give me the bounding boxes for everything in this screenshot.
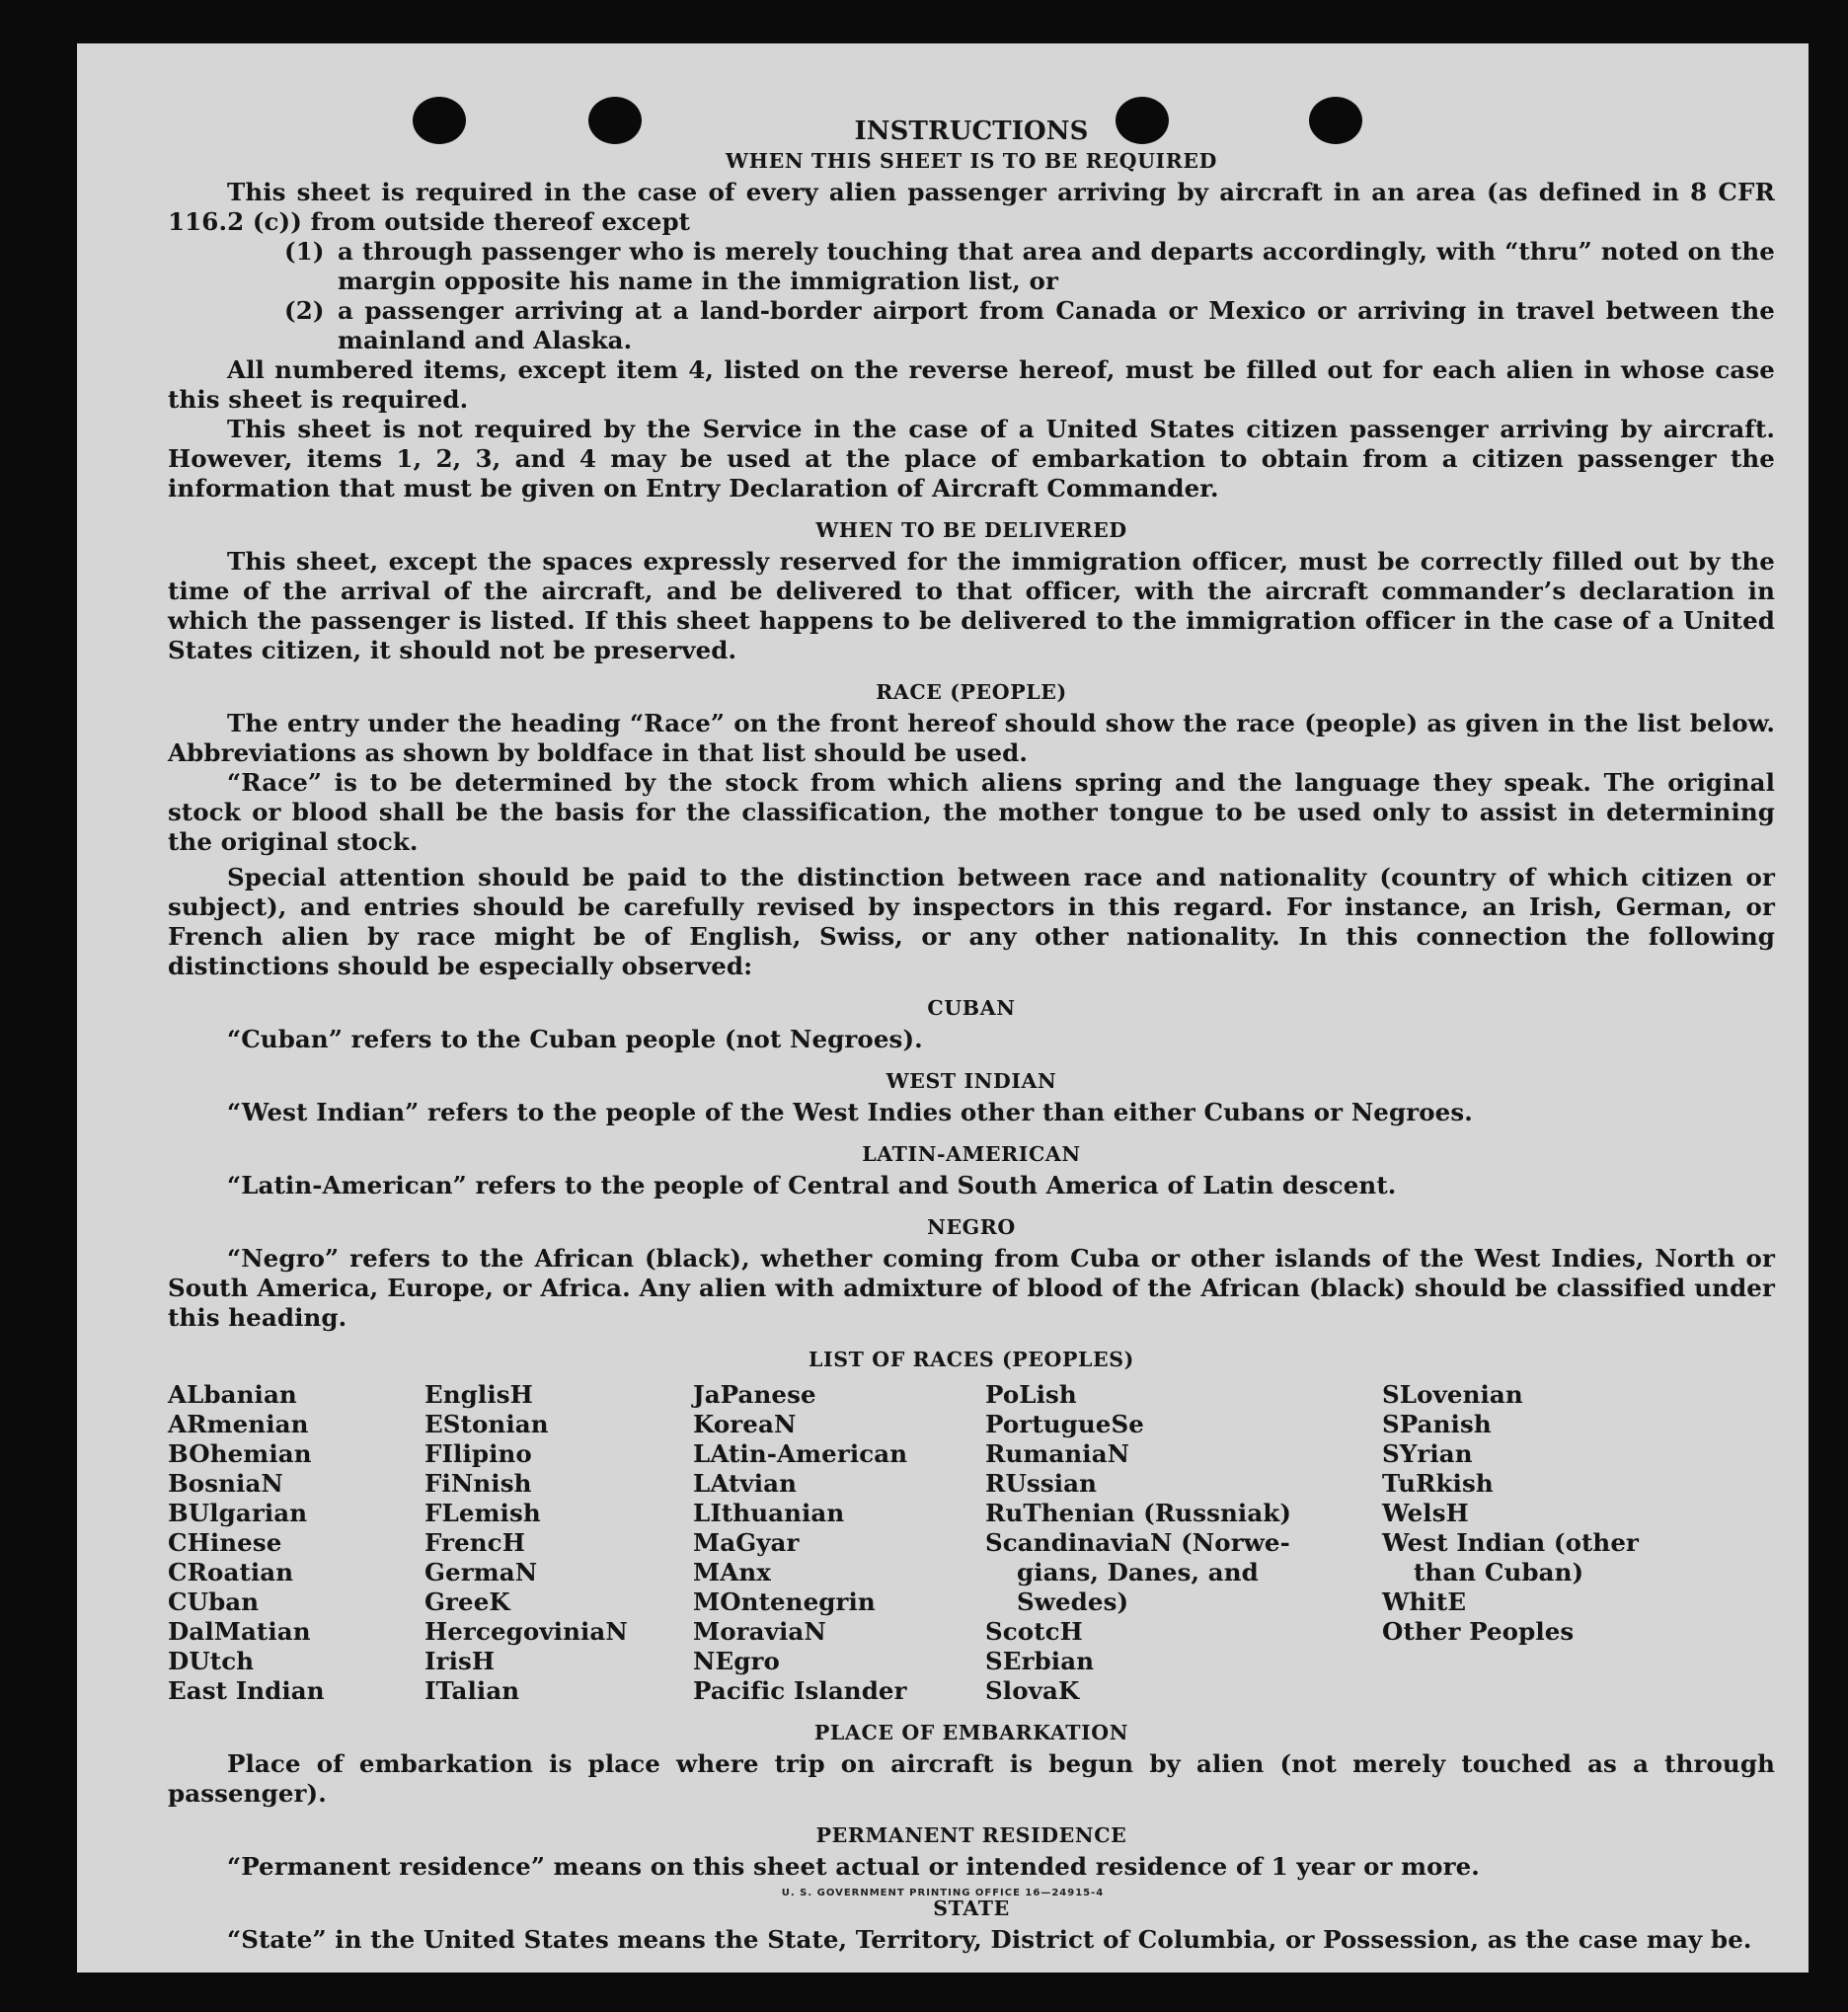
race-entry: ScandinaviaN (Norwe- xyxy=(985,1528,1290,1557)
race-entry: than Cuban) xyxy=(1414,1558,1584,1586)
race-entry: SPanish xyxy=(1382,1410,1492,1438)
document-page xyxy=(77,43,1809,1973)
section-heading: RACE (PEOPLE) xyxy=(876,680,1067,704)
race-entry: ITalian xyxy=(424,1676,520,1705)
race-entry: SlovaK xyxy=(985,1676,1080,1705)
race-entry: GermaN xyxy=(424,1558,538,1586)
race-entry: EnglisH xyxy=(424,1380,533,1409)
race-entry: ARmenian xyxy=(168,1410,309,1438)
paragraph: This sheet is required in the case of every alien passenger arriving by aircraft in an area (as defined in 8 CFR 116.2 (c)) from outside thereof except xyxy=(168,178,1775,236)
section-heading: PLACE OF EMBARKATION xyxy=(813,1721,1129,1744)
race-entry: TuRkish xyxy=(1382,1469,1494,1498)
paragraph: “State” in the United States means the State, Territory, District of Columbia, or Possession, as the case may be. xyxy=(227,1925,1752,1954)
item-text: a through passenger who is merely touching that area and departs accordingly, with “thru” noted on the margin opposite his name in the immigration list, or xyxy=(338,237,1775,295)
race-entry: FrencH xyxy=(424,1528,525,1557)
section-heading: WHEN THIS SHEET IS TO BE REQUIRED xyxy=(726,149,1217,173)
paragraph: “Latin-American” refers to the people of Central and South America of Latin descent. xyxy=(227,1171,1397,1199)
race-entry: LAtin-American xyxy=(693,1439,908,1468)
race-entry: SLovenian xyxy=(1382,1380,1523,1409)
paragraph: “Permanent residence” means on this sheet actual or intended residence of 1 year or more. xyxy=(227,1852,1480,1881)
paragraph: “Cuban” refers to the Cuban people (not Negroes). xyxy=(227,1025,923,1053)
race-entry: MoraviaN xyxy=(693,1617,826,1646)
race-entry: East Indian xyxy=(168,1676,325,1705)
section-heading: LATIN-AMERICAN xyxy=(862,1142,1081,1166)
race-entry: RumaniaN xyxy=(985,1439,1130,1468)
race-entry: MOntenegrin xyxy=(693,1587,876,1616)
race-entry: BUlgarian xyxy=(168,1499,308,1527)
race-entry: Swedes) xyxy=(1017,1587,1129,1616)
race-entry: KoreaN xyxy=(693,1410,797,1438)
race-entry: PortugueSe xyxy=(985,1410,1144,1438)
paragraph: This sheet is not required by the Service in the case of a United States citizen passenger arriving by aircraft. However, items 1, 2, 3, and 4 may be used at the place of embarkation to obtain from a citizen passenger the information that must be given on Entry Declaration of Aircraft Commander. xyxy=(168,415,1775,503)
race-entry: CRoatian xyxy=(168,1558,294,1586)
paragraph: Place of embarkation is place where trip on aircraft is begun by alien (not merely touched as a through passenger). xyxy=(168,1749,1775,1808)
race-column xyxy=(1382,1380,1775,1706)
race-column xyxy=(985,1380,1382,1706)
race-entry: Other Peoples xyxy=(1382,1617,1575,1646)
race-entry: gians, Danes, and xyxy=(1017,1558,1259,1586)
list-item xyxy=(284,296,1775,355)
race-entry: BOhemian xyxy=(168,1439,312,1468)
race-entry: NEgro xyxy=(693,1647,780,1675)
race-entry: FiNnish xyxy=(424,1469,532,1498)
race-entry: DUtch xyxy=(168,1647,255,1675)
race-entry: DalMatian xyxy=(168,1617,311,1646)
paragraph: All numbered items, except item 4, listed on the reverse hereof, must be filled out for each alien in whose case this sheet is required. xyxy=(168,355,1775,414)
race-entry: WelsH xyxy=(1382,1499,1469,1527)
race-entry: LIthuanian xyxy=(693,1499,845,1527)
race-entry: RuThenian (Russniak) xyxy=(985,1499,1292,1527)
race-column xyxy=(424,1380,693,1706)
printer-imprint: U. S. GOVERNMENT PRINTING OFFICE 16—24915-4 xyxy=(781,1888,1105,1898)
item-text: a passenger arriving at a land-border airport from Canada or Mexico or arriving in travel between the mainland and Alaska. xyxy=(338,296,1775,354)
race-list xyxy=(168,1380,1775,1706)
section-heading: STATE xyxy=(933,1896,1010,1920)
race-entry: BosniaN xyxy=(168,1469,283,1498)
paragraph: “Race” is to be determined by the stock from which aliens spring and the language they speak. The original stock or blood shall be the basis for the classification, the mother tongue to be used only to assist in determining the original stock. xyxy=(168,768,1775,856)
list-item xyxy=(284,237,1775,296)
race-entry: ScotcH xyxy=(985,1617,1083,1646)
race-entry: CUban xyxy=(168,1587,260,1616)
page-title: INSTRUCTIONS xyxy=(854,116,1089,146)
section-heading: WEST INDIAN xyxy=(886,1069,1057,1093)
section-heading: NEGRO xyxy=(927,1215,1016,1239)
race-entry: FIlipino xyxy=(424,1439,532,1468)
paragraph: Special attention should be paid to the distinction between race and nationality (country of which citizen or subject), and entries should be carefully revised by inspectors in this regard. For instance, an Irish, German, or French alien by race might be of English, Swiss, or any other nationality. In this connection the following distinctions should be especially observed: xyxy=(168,863,1775,980)
race-entry: WhitE xyxy=(1382,1587,1467,1616)
paragraph: “Negro” refers to the African (black), whether coming from Cuba or other islands of the West Indies, North or South America, Europe, or Africa. Any alien with admixture of blood of the African (black) should be classified under this heading. xyxy=(168,1244,1775,1332)
section-heading: PERMANENT RESIDENCE xyxy=(815,1823,1127,1847)
section-heading: LIST OF RACES (PEOPLES) xyxy=(808,1348,1134,1371)
race-entry: Pacific Islander xyxy=(693,1676,907,1705)
race-entry: IrisH xyxy=(424,1647,496,1675)
section-heading: WHEN TO BE DELIVERED xyxy=(815,518,1127,542)
race-entry: ALbanian xyxy=(168,1380,297,1409)
race-entry: HercegoviniaN xyxy=(424,1617,628,1646)
section-heading: CUBAN xyxy=(927,996,1016,1020)
race-entry: GreeK xyxy=(424,1587,510,1616)
race-entry: CHinese xyxy=(168,1528,282,1557)
paragraph: This sheet, except the spaces expressly reserved for the immigration officer, must be correctly filled out by the time of the arrival of the aircraft, and be delivered to that officer, with the aircraft commander’s declaration in which the passenger is listed. If this sheet happens to be delivered to the immigration officer in the case of a United States citizen, it should not be preserved. xyxy=(168,547,1775,664)
instructions-text xyxy=(168,116,1775,1955)
paragraph: The entry under the heading “Race” on the front hereof should show the race (people) as given in the list below. Abbreviations as shown by boldface in that list should be used. xyxy=(168,709,1775,767)
race-column xyxy=(168,1380,424,1706)
race-entry: West Indian (other xyxy=(1382,1528,1640,1557)
item-number: (1) xyxy=(284,237,325,266)
race-entry: PoLish xyxy=(985,1380,1077,1409)
race-entry: RUssian xyxy=(985,1469,1098,1498)
race-column xyxy=(693,1380,985,1706)
paragraph: “West Indian” refers to the people of the West Indies other than either Cubans or Negroes. xyxy=(227,1098,1473,1126)
race-entry: FLemish xyxy=(424,1499,541,1527)
race-entry: JaPanese xyxy=(693,1380,816,1409)
race-entry: MAnx xyxy=(693,1558,771,1586)
race-entry: SYrian xyxy=(1382,1439,1473,1468)
item-number: (2) xyxy=(284,296,325,325)
race-entry: LAtvian xyxy=(693,1469,798,1498)
race-entry: EStonian xyxy=(424,1410,549,1438)
race-entry: MaGyar xyxy=(693,1528,800,1557)
race-entry: SErbian xyxy=(985,1647,1095,1675)
